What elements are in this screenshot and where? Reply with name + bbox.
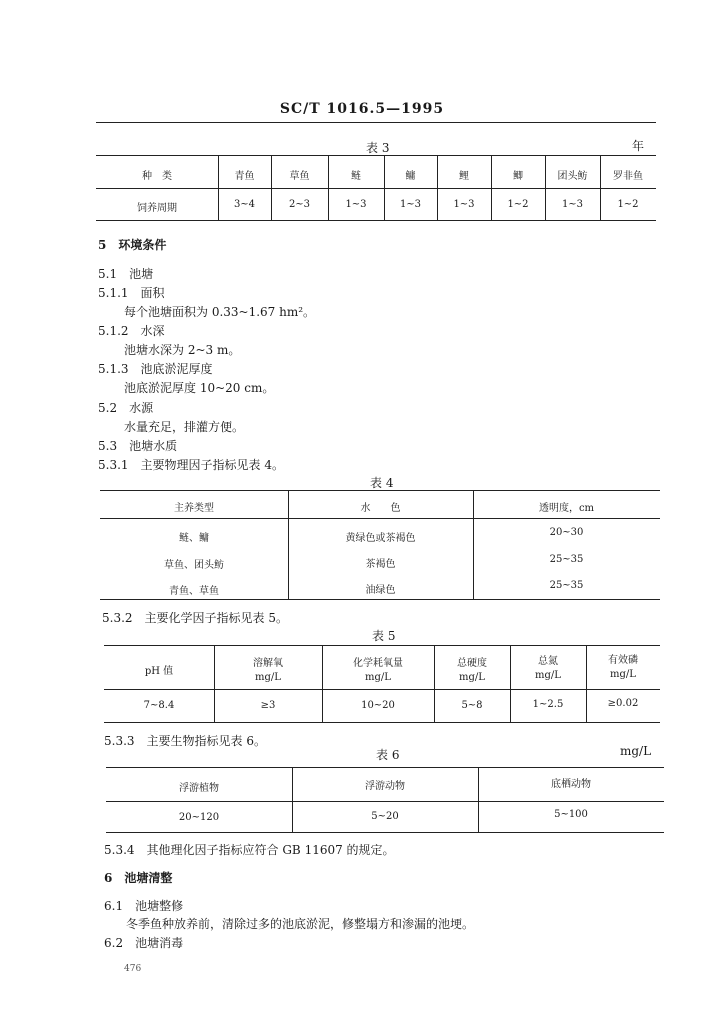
table6-unit: mg/L [620,744,652,758]
table5-header-unit: mg/L [535,670,561,681]
table5-header-unit: mg/L [610,669,636,680]
table5-value-cell: ≥0.02 [607,698,639,709]
table5-value-cell: 5~8 [461,700,483,711]
table6-mid-rule [106,801,664,802]
table4-cell: 鲢、鳙 [179,533,209,544]
table6-value-cell: 20~120 [178,812,220,823]
table3-value-cell: 3~4 [233,199,256,210]
table5-value-cell: ≥3 [260,700,276,711]
table4-cell: 25~35 [549,580,584,591]
table3-header-cell: 鲫 [513,171,523,182]
table3-value-cell: 1~2 [617,199,639,210]
table5-header-unit: mg/L [459,672,485,683]
section-5-3-1-text: 5.3.1 主要物理因子指标见表 4。 [98,458,284,472]
table5-value-cell: 7~8.4 [143,700,175,711]
table5-header-cell: 总硬度 [457,658,487,669]
section-5-3-3-text: 5.3.3 主要生物指标见表 6。 [104,734,266,748]
table5-header-unit: mg/L [365,672,391,683]
table3-col-divider [437,155,438,220]
section-6-1-title: 6.1 池塘整修 [104,899,184,913]
table3-value-cell: 1~3 [345,199,367,210]
table3-row-label: 饲养周期 [137,203,177,214]
section-5-1-2-title: 5.1.2 水深 [98,324,165,338]
table3-value-cell: 1~3 [453,199,475,210]
table5-value-cell: 10~20 [361,700,395,711]
table4-cell: 茶褐色 [365,559,396,570]
table4-header-cell: 主养类型 [174,503,214,514]
table3-header-cell: 鳙 [405,171,416,182]
table3-unit: 年 [632,139,645,153]
table3-value-cell: 1~3 [561,199,584,210]
section-6-2-title: 6.2 池塘消毒 [104,936,184,950]
table4-cell: 青鱼、草鱼 [169,586,219,597]
section-5-1-1-title: 5.1.1 面积 [98,286,165,300]
section-5-1-3-text: 池底淤泥厚度 10~20 cm。 [124,381,275,395]
table3-header-cell: 草鱼 [289,171,310,182]
section-5-1-1-text: 每个池塘面积为 0.33~1.67 hm²。 [124,305,316,319]
table5-header-cell: 有效磷 [608,655,638,666]
table4-cell: 黄绿色或茶褐色 [345,533,416,544]
table4-top-rule [100,490,660,491]
table3-header-cell: 种 类 [142,171,172,182]
table3-col-divider [384,155,385,220]
table5-bottom-rule [104,722,660,723]
page-number: 476 [124,964,142,974]
table3-header-cell: 团头鲂 [557,171,588,182]
table3-col-divider [328,155,329,220]
table4-cell: 油绿色 [365,585,396,596]
section-5-1-3-title: 5.1.3 池底淤泥厚度 [98,362,213,376]
section-5-1-title: 5.1 池塘 [98,267,154,281]
table3-header-cell: 鲤 [459,171,469,182]
table5-header-cell: 溶解氧 [253,658,283,669]
section-6-title: 6 池塘清整 [104,871,173,885]
table3-value-cell: 1~2 [507,199,529,210]
table5-header-cell: pH 值 [144,666,174,677]
table3-mid-rule [96,188,656,189]
table4-cell: 25~35 [549,554,584,565]
table3-col-divider [218,155,219,220]
table3-header-cell: 罗非鱼 [613,171,643,182]
table4-bottom-rule [100,599,660,600]
table5-header-cell: 总氮 [538,656,558,667]
table6-bottom-rule [106,832,664,833]
table5-header-cell: 化学耗氧量 [353,658,403,669]
section-5-3-2-text: 5.3.2 主要化学因子指标见表 5。 [102,611,288,625]
table4-cell: 草鱼、团头鲂 [164,560,224,571]
table6-header-cell: 浮游动物 [365,781,405,792]
document-header: SC/T 1016.5—1995 [279,101,445,117]
table3-top-rule [96,155,656,156]
table6-value-cell: 5~100 [554,809,588,820]
table4-caption: 表 4 [370,476,394,490]
header-rule [96,122,656,123]
section-6-1-text: 冬季鱼种放养前，清除过多的池底淤泥，修整塌方和渗漏的池埂。 [126,917,475,931]
table3-caption: 表 3 [366,141,390,155]
section-5-2-text: 水量充足，排灌方便。 [124,420,245,434]
section-5-3-title: 5.3 池塘水质 [98,439,178,453]
table5-top-rule [104,645,660,646]
table6-top-rule [106,767,664,768]
table5-value-cell: 1~2.5 [532,699,564,710]
table3-value-cell: 2~3 [288,199,311,210]
table6-header-cell: 浮游植物 [179,783,219,794]
table4-header-cell: 透明度，cm [538,503,595,514]
table3-col-divider [600,155,601,220]
table3-col-divider [491,155,492,220]
table3-header-cell: 鲢 [351,171,361,182]
table5-header-unit: mg/L [255,672,281,683]
section-5-title: 5 环境条件 [98,238,167,252]
table6-value-cell: 5~20 [371,811,399,822]
table5-mid-rule [104,689,660,690]
table4-cell: 20~30 [549,527,584,538]
table3-bottom-rule [96,220,656,221]
table5-caption: 表 5 [372,629,396,643]
table3-col-divider [545,155,546,220]
table6-header-cell: 底栖动物 [551,779,591,790]
table3-header-cell: 青鱼 [234,171,255,182]
table4-header-cell: 水 色 [360,503,401,514]
table6-caption: 表 6 [376,748,400,762]
section-5-3-4-text: 5.3.4 其他理化因子指标应符合 GB 11607 的规定。 [104,843,395,857]
table4-mid-rule [100,518,660,519]
table3-value-cell: 1~3 [399,199,422,210]
section-5-2-title: 5.2 水源 [98,401,154,415]
section-5-1-2-text: 池塘水深为 2~3 m。 [124,343,241,357]
table3-col-divider [271,155,272,220]
